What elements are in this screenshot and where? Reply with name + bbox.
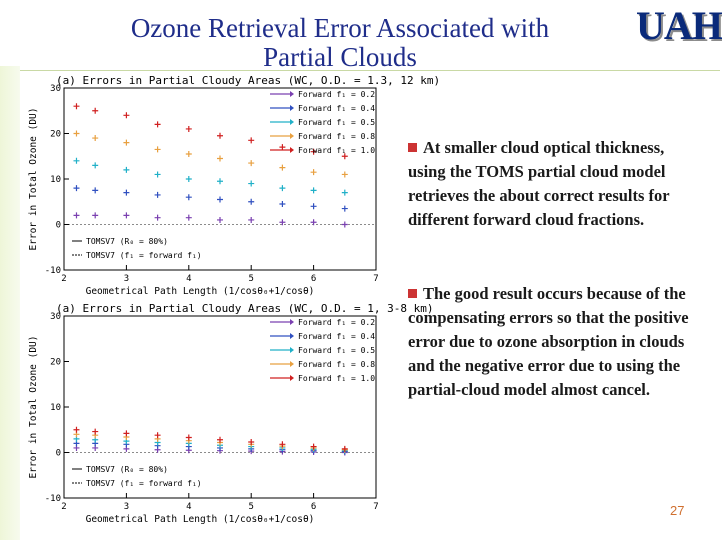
bullet-2-text: The good result occurs because of the compensating errors so that the positive error due to ozone absorption in clouds and the negative error due to using the partial-cloud model almost cancel. — [408, 284, 689, 399]
data-point — [248, 199, 254, 205]
uah-logo: UAH — [636, 3, 722, 48]
legend-label: Forward f₁ = 0.4 — [298, 332, 376, 341]
data-point — [92, 108, 98, 114]
data-point — [217, 133, 223, 139]
data-point — [342, 190, 348, 196]
slide-title-line2: Partial Clouds — [263, 42, 417, 72]
legend-arrow-icon — [290, 333, 294, 339]
data-point — [186, 176, 192, 182]
data-point — [217, 156, 223, 162]
data-point — [248, 137, 254, 143]
data-point — [248, 217, 254, 223]
data-point — [123, 212, 129, 218]
data-point — [217, 217, 223, 223]
y-tick-label: 10 — [50, 403, 61, 413]
data-point — [279, 185, 285, 191]
x-tick-label: 2 — [61, 502, 67, 512]
legend-arrow-icon — [290, 105, 294, 111]
x-tick-label: 3 — [123, 502, 130, 512]
x-tick-label: 6 — [310, 502, 317, 512]
chart-top-svg — [24, 74, 441, 308]
x-axis-label: Geometrical Path Length (1/cosθ₀+1/cosθ) — [85, 286, 315, 297]
legend-arrow-icon — [290, 91, 294, 97]
y-axis-label: Error in Total Ozone (DU) — [28, 107, 39, 251]
y-tick-label: 30 — [50, 312, 61, 322]
y-tick-label: 10 — [50, 175, 61, 185]
slide-sidebar — [0, 66, 20, 540]
data-point — [155, 432, 161, 438]
legend-arrow-icon — [290, 319, 294, 325]
y-tick-label: 0 — [55, 448, 61, 459]
slide-title — [60, 14, 620, 72]
x-tick-label: 6 — [310, 274, 317, 284]
data-point — [123, 112, 129, 118]
x-tick-label: 2 — [61, 274, 67, 284]
legend-arrow-icon — [290, 133, 294, 139]
x-tick-label: 4 — [186, 502, 192, 512]
data-point — [155, 215, 161, 221]
data-point — [311, 444, 317, 450]
data-point — [73, 131, 79, 137]
y-axis-label: Error in Total Ozone (DU) — [28, 335, 39, 479]
legend-arrow-icon — [290, 375, 294, 381]
data-point — [217, 178, 223, 184]
page-number: 27 — [670, 503, 685, 518]
chart-bottom — [24, 302, 434, 536]
data-point — [155, 121, 161, 127]
data-point — [123, 190, 129, 196]
data-point — [217, 196, 223, 202]
y-tick-label: 20 — [50, 129, 61, 140]
legend-label: Forward f₁ = 0.8 — [298, 360, 376, 369]
legend-label: Forward f₁ = 1.0 — [298, 374, 376, 383]
legend-arrow-icon — [290, 147, 294, 153]
note-label: TOMSV7 (f₁ = forward f₁) — [86, 479, 202, 488]
legend-arrow-icon — [290, 119, 294, 125]
data-point — [186, 126, 192, 132]
x-axis-label: Geometrical Path Length (1/cosθ₀+1/cosθ) — [85, 514, 315, 525]
x-tick-label: 5 — [248, 274, 254, 284]
legend-label: Forward f₁ = 0.5 — [298, 346, 376, 355]
data-point — [186, 151, 192, 157]
data-point — [123, 430, 129, 436]
legend-label: Forward f₁ = 0.2 — [298, 90, 376, 99]
legend-label: Forward f₁ = 0.8 — [298, 132, 376, 141]
data-point — [217, 437, 223, 443]
data-point — [311, 219, 317, 225]
slide-title-line1: Ozone Retrieval Error Associated with — [130, 13, 550, 43]
data-point — [186, 215, 192, 221]
y-tick-label: 30 — [50, 84, 61, 94]
data-point — [186, 194, 192, 200]
data-point — [92, 212, 98, 218]
data-point — [92, 429, 98, 435]
data-point — [155, 192, 161, 198]
legend-label: Forward f₁ = 0.2 — [298, 318, 376, 327]
data-point — [73, 212, 79, 218]
data-point — [311, 187, 317, 193]
title-divider — [20, 70, 720, 71]
bullet-1-text: At smaller cloud optical thickness, using the TOMS partial cloud model retrieves the about correct results for different forward cloud fractions. — [408, 138, 670, 229]
data-point — [311, 169, 317, 175]
data-point — [279, 144, 285, 150]
x-tick-label: 4 — [186, 274, 192, 284]
bullet-2 — [408, 282, 700, 402]
data-point — [73, 185, 79, 191]
data-point — [342, 171, 348, 177]
data-point — [92, 187, 98, 193]
y-tick-label: 0 — [55, 220, 61, 231]
data-point — [73, 158, 79, 164]
x-tick-label: 3 — [123, 274, 130, 284]
legend-label: Forward f₁ = 0.4 — [298, 104, 376, 113]
data-point — [73, 103, 79, 109]
note-label: TOMSV7 (R₀ = 80%) — [86, 465, 168, 474]
data-point — [123, 167, 129, 173]
chart-title: (a) Errors in Partial Cloudy Areas (WC, O.D. = 1, 3-8 km) — [56, 302, 434, 315]
y-tick-label: 20 — [50, 357, 61, 368]
note-label: TOMSV7 (f₁ = forward f₁) — [86, 251, 202, 260]
data-point — [342, 222, 348, 228]
data-point — [248, 181, 254, 187]
legend-arrow-icon — [290, 361, 294, 367]
x-tick-label: 7 — [373, 502, 379, 512]
x-tick-label: 5 — [248, 502, 254, 512]
y-tick-label: -10 — [44, 494, 61, 504]
bullet-marker-icon — [408, 143, 417, 152]
legend-arrow-icon — [290, 347, 294, 353]
data-point — [92, 162, 98, 168]
x-tick-label: 7 — [373, 274, 379, 284]
data-point — [73, 427, 79, 433]
legend-label: Forward f₁ = 0.5 — [298, 118, 376, 127]
chart-bottom-svg — [24, 302, 434, 536]
chart-top — [24, 74, 441, 308]
legend-label: Forward f₁ = 1.0 — [298, 146, 376, 155]
data-point — [155, 171, 161, 177]
chart-title: (a) Errors in Partial Cloudy Areas (WC, O.D. = 1.3, 12 km) — [56, 74, 441, 87]
y-tick-label: -10 — [44, 266, 61, 276]
bullet-1 — [408, 136, 700, 232]
bullet-marker-icon — [408, 289, 417, 298]
data-point — [155, 146, 161, 152]
data-point — [123, 140, 129, 146]
data-point — [311, 203, 317, 209]
data-point — [92, 135, 98, 141]
data-point — [186, 434, 192, 440]
data-point — [342, 206, 348, 212]
data-point — [279, 165, 285, 171]
data-point — [248, 160, 254, 166]
note-label: TOMSV7 (R₀ = 80%) — [86, 237, 168, 246]
data-point — [279, 201, 285, 207]
